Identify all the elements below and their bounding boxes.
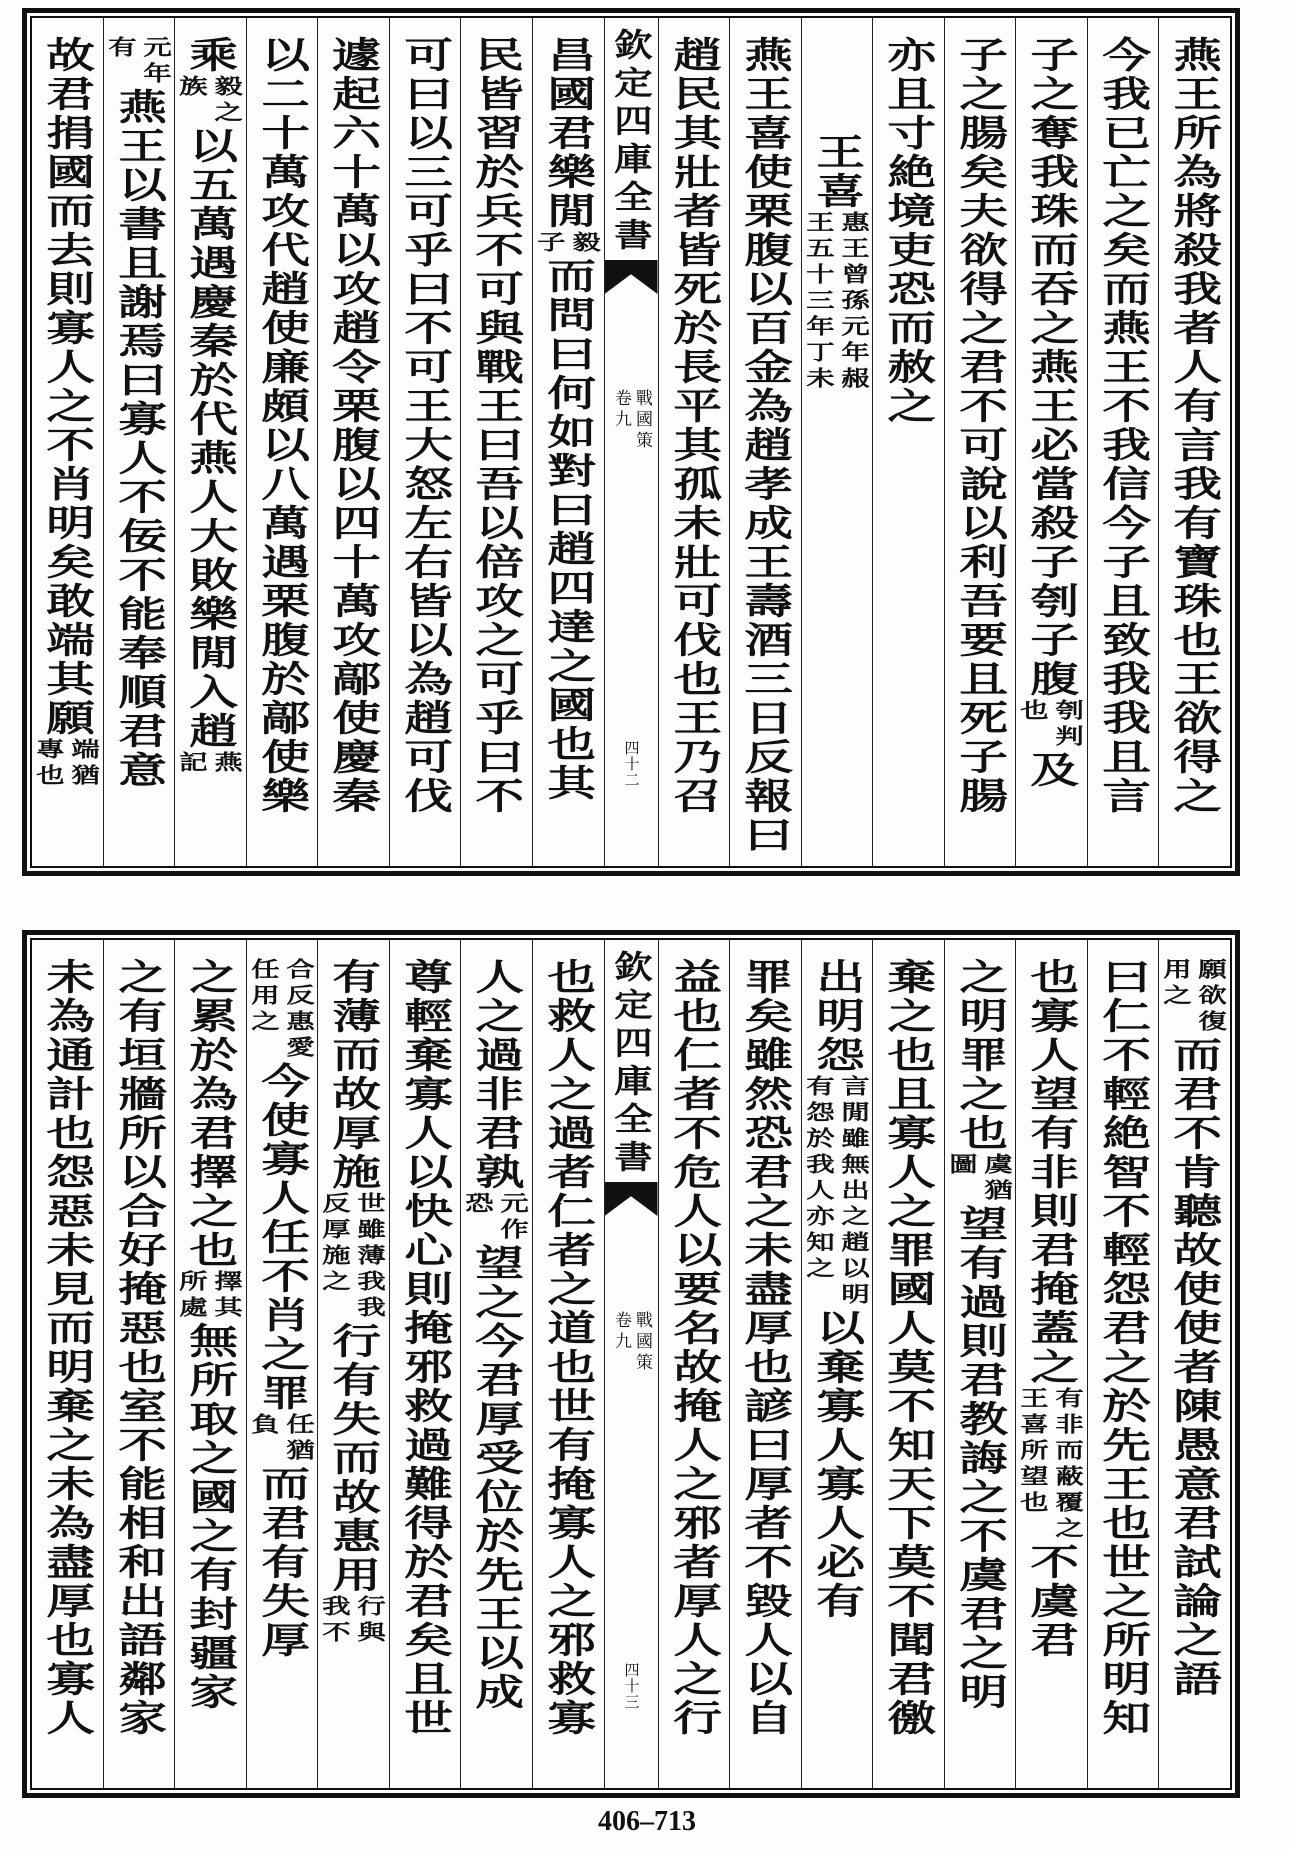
volume-label: 卷九 (611, 389, 631, 431)
text-column (532, 18, 604, 866)
book-volume-label (612, 389, 650, 452)
column-text (32, 18, 103, 866)
text-run: 王喜 (808, 133, 866, 211)
column-text (658, 18, 730, 866)
annotation-note (319, 1595, 388, 1647)
text-run: 望有過則君教誨之不虞君之明 (951, 1205, 1009, 1712)
center-column-content (605, 940, 658, 1788)
text-column (1015, 940, 1087, 1788)
center-column (604, 18, 658, 866)
annotation-line: 王五十三年丁未 (802, 211, 837, 393)
annotation-line: 行與 (354, 1595, 388, 1647)
text-run: 行有失而故惠用 (325, 1322, 382, 1595)
column-text (872, 18, 944, 866)
center-column-content (605, 18, 658, 866)
annotation-line: 有非而蔽覆之 (1052, 1387, 1087, 1543)
text-run: 望之今君厚受位於先王以成 (468, 1244, 526, 1712)
column-text (246, 940, 318, 1788)
annotation-note (533, 231, 603, 257)
text-column (729, 18, 801, 866)
annotation-line: 願欲復 (1195, 958, 1230, 1036)
column-text (1015, 940, 1087, 1788)
column-text (389, 940, 461, 1788)
text-run: 故君捐國而去則寡人之不肖明矣敢端其願 (38, 36, 96, 738)
annotation-line: 專也 (32, 738, 67, 790)
annotation-note (175, 751, 245, 777)
text-column (246, 18, 318, 866)
column-text (1158, 940, 1230, 1788)
annotation-line: 也 (1017, 699, 1051, 725)
annotation-note (104, 36, 174, 88)
annotation-line: 恐 (462, 1192, 496, 1218)
text-run: 之明罪之也 (951, 958, 1009, 1153)
text-run: 子之奪我珠而吞之燕王必當殺子刳子腹 (1023, 36, 1080, 699)
book-title: 戰國策 (632, 1311, 652, 1374)
annotation-line: 反厚施之 (319, 1192, 353, 1296)
text-run: 無所取之國之有封疆家 (182, 1322, 239, 1712)
text-run: 不虞君 (1023, 1543, 1080, 1660)
text-run: 今使寡人任不肖之罪 (253, 1062, 311, 1413)
column-text (944, 940, 1016, 1788)
annotation-line: 言閒雖無出之趙以明 (837, 1075, 872, 1309)
text-column (872, 18, 944, 866)
text-column (658, 940, 730, 1788)
text-run: 之累於為君擇之也 (182, 958, 239, 1270)
text-run: 棄之也且寡人之罪國人莫不知天下莫不聞君徼 (880, 958, 937, 1738)
text-column (872, 940, 944, 1788)
page-number: 406–713 (598, 1806, 696, 1837)
text-run: 亦且寸絶境吏恐而赦之 (880, 36, 937, 426)
text-run: 之有垣牆所以合好掩惡也室不能相和出語鄰家 (110, 958, 168, 1738)
column-text (532, 18, 604, 866)
text-run: 以五萬遇慶秦於代燕人大敗樂閒入趙 (182, 127, 239, 751)
column-text (389, 18, 461, 866)
column-text (532, 940, 604, 1788)
annotation-note (247, 1413, 317, 1465)
column-text (174, 940, 246, 1788)
column-text (1158, 18, 1230, 866)
text-column (460, 18, 532, 866)
text-run: 有薄而故厚施 (325, 958, 382, 1192)
leaf-number: 四十三 (622, 1662, 641, 1710)
upper-page-text-frame (30, 16, 1232, 868)
lower-page-panel (22, 930, 1240, 1798)
column-text (32, 940, 103, 1788)
column-text (729, 940, 801, 1788)
text-run: 也救人之過者仁者之道也世有掩寡人之邪救寡 (539, 958, 597, 1738)
text-run: 而問曰何如對曰趙四達之國也其 (539, 257, 597, 803)
annotation-line: 子 (533, 231, 568, 257)
column-text (801, 940, 873, 1788)
text-run: 人之過非君孰 (468, 958, 526, 1192)
text-run: 罪矣雖然恐君之未盡厚也諺曰厚者不毀人以自 (736, 958, 794, 1738)
text-column (801, 940, 873, 1788)
column-text (103, 18, 175, 866)
column-text (801, 18, 873, 866)
annotation-note (945, 1153, 1015, 1205)
column-text (1015, 18, 1087, 866)
annotation-note (802, 211, 872, 393)
text-run: 以棄寡人寡人必有 (808, 1309, 866, 1621)
annotation-line: 虞猶 (980, 1153, 1015, 1205)
upper-page-panel (22, 8, 1240, 876)
annotation-line: 任猶 (282, 1413, 317, 1465)
leaf-number: 四十二 (622, 740, 641, 788)
annotation-line: 有 (104, 36, 139, 62)
annotation-note (175, 75, 245, 127)
text-column (317, 18, 389, 866)
text-run: 未為通計也怨惡未見而明棄之未為盡厚也寡人 (38, 958, 96, 1738)
text-column (658, 18, 730, 866)
text-run: 燕王喜使栗腹以百金為趙孝成王壽酒三日反報曰 (736, 36, 794, 855)
center-column (604, 940, 658, 1788)
column-text (317, 940, 389, 1788)
text-column (944, 18, 1016, 866)
fishtail-mark (605, 1182, 658, 1216)
text-run: 燕王以書且謝焉曰寡人不佞不能奉順君意 (110, 88, 168, 790)
text-run: 及 (1023, 751, 1080, 790)
text-run: 遽起六十萬以攻趙令栗腹以四十萬攻鄗使慶秦 (325, 36, 382, 816)
text-run: 也寡人望有非則君掩蓋之 (1023, 958, 1080, 1387)
annotation-line: 王喜所望也 (1017, 1387, 1051, 1517)
text-column (729, 940, 801, 1788)
column-text (317, 18, 389, 866)
annotation-line: 所處 (175, 1270, 210, 1322)
annotation-note (1017, 1387, 1087, 1543)
column-text (103, 940, 175, 1788)
column-text (1087, 18, 1159, 866)
annotation-line: 元年 (139, 36, 174, 88)
text-column (246, 940, 318, 1788)
text-run: 今我已亡之矣而燕王不我信今子且致我我且言 (1094, 36, 1152, 816)
text-run: 出明怨 (808, 958, 866, 1075)
annotation-line: 刳判 (1052, 699, 1087, 751)
text-run: 乘 (182, 36, 239, 75)
annotation-line: 圖 (945, 1153, 980, 1179)
text-column (174, 18, 246, 866)
text-run: 而君不肯聽故使使者陳愚意君試論之語 (1166, 1036, 1224, 1699)
text-run: 以二十萬攻代趙使廉頗以八萬遇栗腹於鄗使樂 (253, 36, 311, 816)
annotation-line: 端猶 (67, 738, 102, 790)
text-run: 可曰以三可乎曰不可王大怒左右皆以為趙可伐 (396, 36, 454, 816)
annotation-note (1017, 699, 1087, 751)
text-column (389, 18, 461, 866)
text-run: 尊輕棄寡人以快心則掩邪救過難得於君矣且世 (396, 958, 454, 1738)
text-column (1087, 18, 1159, 866)
text-run: 趙民其壯者皆死於長平其孤未壯可伐也王乃召 (665, 36, 723, 816)
text-column (1015, 18, 1087, 866)
column-text (872, 940, 944, 1788)
book-title: 戰國策 (632, 389, 652, 452)
annotation-line: 族 (175, 75, 210, 101)
text-column (317, 940, 389, 1788)
text-column (801, 18, 873, 866)
text-column (389, 940, 461, 1788)
annotation-line: 惠王曾孫元年赧 (837, 211, 872, 393)
column-text (246, 18, 318, 866)
annotation-note (319, 1192, 388, 1322)
column-text (729, 18, 801, 866)
annotation-line: 有怨於我人亦知之 (802, 1075, 837, 1283)
column-text (460, 18, 532, 866)
text-column (103, 18, 175, 866)
annotation-note (247, 958, 317, 1062)
annotation-note (1160, 958, 1230, 1036)
text-column (1158, 18, 1230, 866)
lower-page-text-frame (30, 938, 1232, 1790)
annotation-line: 擇其 (211, 1270, 245, 1322)
column-text (174, 18, 246, 866)
annotation-line: 元作 (497, 1192, 532, 1244)
text-column (1087, 940, 1159, 1788)
annotation-line: 負 (247, 1413, 282, 1439)
text-run: 子之腸矣夫欲得之君不可說以利吾要且死子腸 (951, 36, 1009, 816)
text-column (460, 940, 532, 1788)
book-volume-label (612, 1311, 650, 1374)
annotation-line: 燕 (211, 751, 245, 777)
collection-title: 欽定四庫全書 (608, 950, 654, 1178)
column-text (1087, 940, 1159, 1788)
annotation-line: 用之 (1160, 958, 1195, 1010)
annotation-line: 記 (175, 751, 210, 777)
text-column (103, 940, 175, 1788)
column-text (944, 18, 1016, 866)
annotation-line: 任用之 (247, 958, 282, 1036)
column-text (658, 940, 730, 1788)
text-run: 燕王所為將殺我者人有言我有寶珠也王欲得之 (1166, 36, 1224, 816)
text-column (532, 940, 604, 1788)
annotation-line: 世雖薄我我 (354, 1192, 388, 1322)
text-run: 昌國君樂閒 (539, 36, 597, 231)
annotation-note (462, 1192, 532, 1244)
annotation-line: 毅之 (211, 75, 245, 127)
annotation-note (802, 1075, 872, 1309)
annotation-line: 合反惠愛 (282, 958, 317, 1062)
text-column (174, 940, 246, 1788)
text-column (1158, 940, 1230, 1788)
text-column (944, 940, 1016, 1788)
text-run: 民皆習於兵不可與戰王曰吾以倍攻之可乎曰不 (468, 36, 526, 816)
collection-title: 欽定四庫全書 (608, 28, 654, 256)
fishtail-mark (605, 260, 658, 294)
text-run: 曰仁不輕絶智不輕怨君之於先王也世之所明知 (1094, 958, 1152, 1738)
text-run: 益也仁者不危人以要名故掩人之邪者厚人之行 (665, 958, 723, 1738)
annotation-note (32, 738, 102, 790)
annotation-note (175, 1270, 245, 1322)
text-run: 而君有失厚 (253, 1465, 311, 1660)
annotation-line: 毅 (568, 231, 603, 257)
volume-label: 卷九 (611, 1311, 631, 1353)
text-column (32, 18, 103, 866)
column-text (460, 940, 532, 1788)
annotation-line: 我不 (319, 1595, 353, 1647)
text-column (32, 940, 103, 1788)
